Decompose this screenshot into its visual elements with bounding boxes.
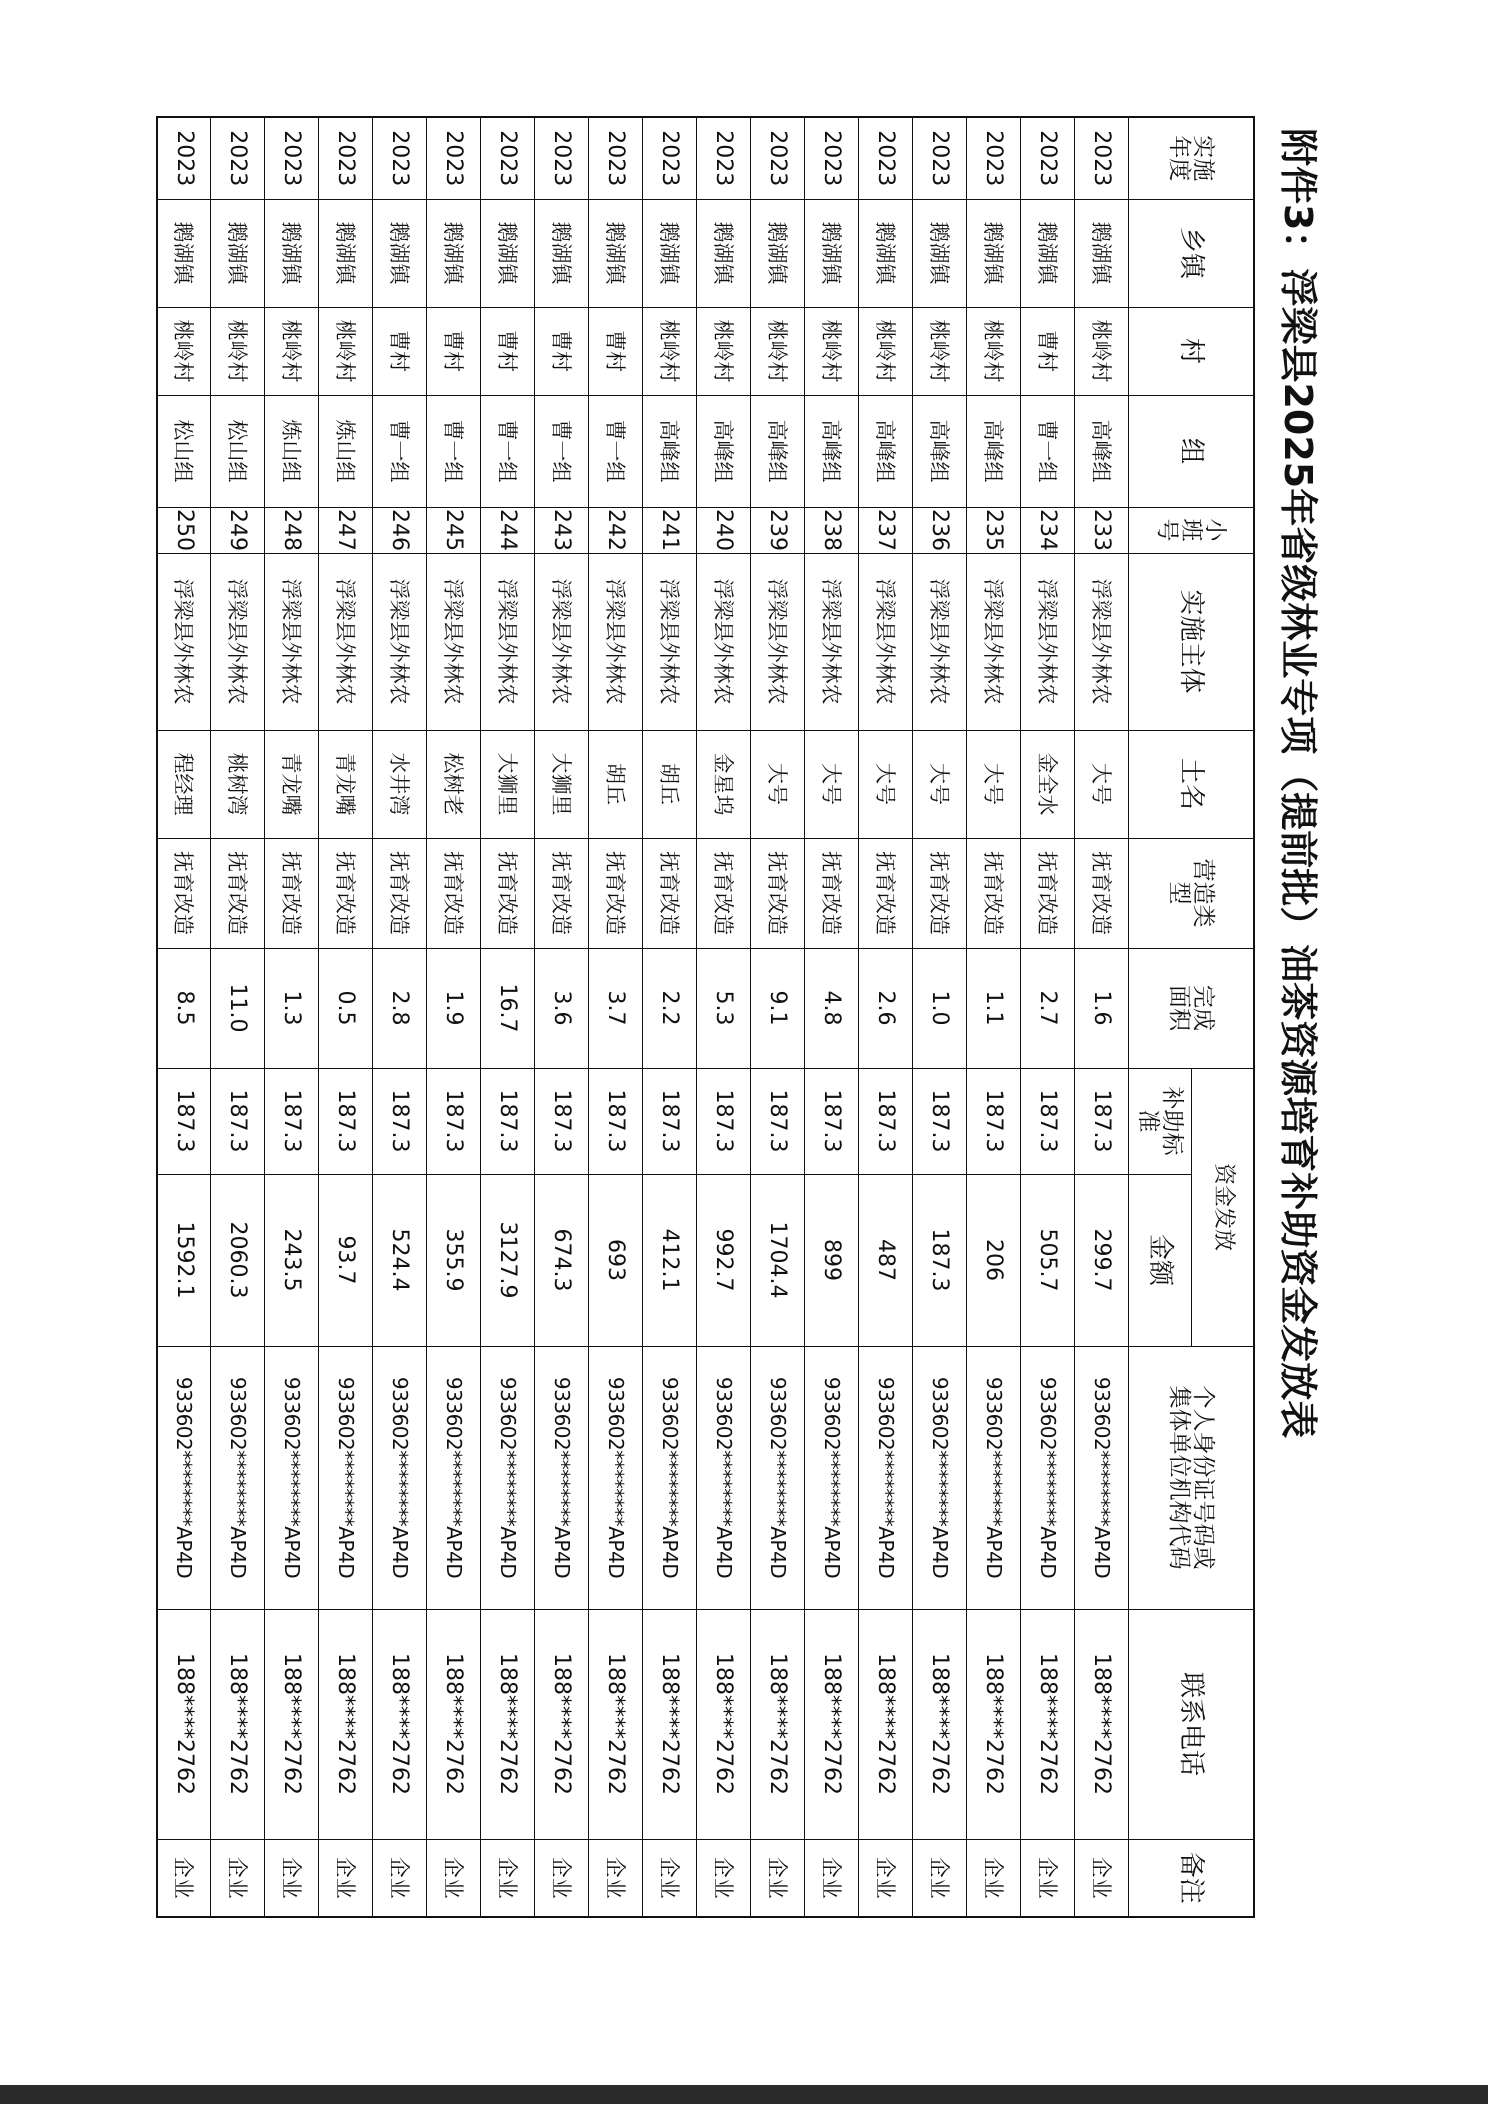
cell-place-name: 桃树湾 [211, 730, 265, 838]
scan-bottom-edge [0, 2085, 1488, 2104]
cell-entity: 浮梁县外林农 [859, 553, 913, 730]
cell-place-name: 大狮里 [535, 730, 589, 838]
cell-amount: 1704.4 [751, 1174, 805, 1346]
cell-area: 1.1 [967, 948, 1021, 1068]
cell-entity: 浮梁县外林农 [1075, 553, 1129, 730]
cell-subsidy-std: 187.3 [967, 1068, 1021, 1174]
cell-remark: 企业 [859, 1839, 913, 1917]
cell-plot-no: 245 [427, 507, 481, 553]
cell-year: 2023 [535, 117, 589, 199]
cell-phone: 188****2762 [967, 1609, 1021, 1839]
cell-subsidy-std: 187.3 [697, 1068, 751, 1174]
cell-place-name: 大号 [859, 730, 913, 838]
cell-amount: 243.5 [265, 1174, 319, 1346]
cell-type: 抚育改造 [427, 838, 481, 948]
cell-remark: 企业 [265, 1839, 319, 1917]
header-town: 乡镇 [1129, 199, 1254, 307]
cell-place-name: 胡丘 [589, 730, 643, 838]
table-row [427, 117, 481, 1917]
cell-remark: 企业 [319, 1839, 373, 1917]
cell-town: 鹅湖镇 [913, 199, 967, 307]
cell-phone: 188****2762 [1075, 1609, 1129, 1839]
cell-type: 抚育改造 [1021, 838, 1075, 948]
cell-year: 2023 [589, 117, 643, 199]
cell-amount: 2060.3 [211, 1174, 265, 1346]
cell-subsidy-std: 187.3 [859, 1068, 913, 1174]
header-type: 营造类 型 [1129, 838, 1254, 948]
cell-id-code: 933602********AP4D [913, 1346, 967, 1609]
cell-plot-no: 249 [211, 507, 265, 553]
cell-amount: 412.1 [643, 1174, 697, 1346]
cell-plot-no: 247 [319, 507, 373, 553]
cell-id-code: 933602********AP4D [373, 1346, 427, 1609]
header-plot-no: 小班 号 [1129, 507, 1254, 553]
cell-phone: 188****2762 [643, 1609, 697, 1839]
rotated-document-sheet [20, 116, 1350, 2086]
cell-group: 曹一组 [373, 395, 427, 507]
cell-phone: 188****2762 [589, 1609, 643, 1839]
cell-entity: 浮梁县外林农 [211, 553, 265, 730]
table-row [373, 117, 427, 1917]
table-row [535, 117, 589, 1917]
cell-place-name: 大号 [751, 730, 805, 838]
cell-id-code: 933602********AP4D [157, 1346, 211, 1609]
cell-town: 鹅湖镇 [319, 199, 373, 307]
cell-id-code: 933602********AP4D [319, 1346, 373, 1609]
cell-plot-no: 240 [697, 507, 751, 553]
cell-remark: 企业 [643, 1839, 697, 1917]
cell-remark: 企业 [805, 1839, 859, 1917]
table-row [751, 117, 805, 1917]
cell-type: 抚育改造 [589, 838, 643, 948]
cell-town: 鹅湖镇 [805, 199, 859, 307]
cell-id-code: 933602********AP4D [427, 1346, 481, 1609]
cell-type: 抚育改造 [751, 838, 805, 948]
cell-place-name: 青龙嘴 [319, 730, 373, 838]
cell-amount: 187.3 [913, 1174, 967, 1346]
cell-entity: 浮梁县外林农 [265, 553, 319, 730]
cell-amount: 299.7 [1075, 1174, 1129, 1346]
cell-remark: 企业 [697, 1839, 751, 1917]
cell-year: 2023 [1021, 117, 1075, 199]
cell-village: 桃岭村 [913, 307, 967, 395]
cell-village: 桃岭村 [967, 307, 1021, 395]
cell-year: 2023 [1075, 117, 1129, 199]
table-row [589, 117, 643, 1917]
cell-place-name: 大号 [913, 730, 967, 838]
cell-village: 桃岭村 [265, 307, 319, 395]
cell-plot-no: 244 [481, 507, 535, 553]
cell-plot-no: 236 [913, 507, 967, 553]
cell-amount: 1592.1 [157, 1174, 211, 1346]
cell-id-code: 933602********AP4D [1021, 1346, 1075, 1609]
cell-phone: 188****2762 [913, 1609, 967, 1839]
cell-area: 1.9 [427, 948, 481, 1068]
cell-plot-no: 233 [1075, 507, 1129, 553]
cell-area: 0.5 [319, 948, 373, 1068]
cell-group: 高峰组 [1075, 395, 1129, 507]
cell-town: 鹅湖镇 [157, 199, 211, 307]
cell-village: 桃岭村 [1075, 307, 1129, 395]
cell-group: 高峰组 [913, 395, 967, 507]
cell-village: 曹村 [373, 307, 427, 395]
cell-entity: 浮梁县外林农 [157, 553, 211, 730]
cell-entity: 浮梁县外林农 [373, 553, 427, 730]
cell-year: 2023 [481, 117, 535, 199]
cell-entity: 浮梁县外林农 [967, 553, 1021, 730]
cell-type: 抚育改造 [805, 838, 859, 948]
cell-plot-no: 235 [967, 507, 1021, 553]
cell-place-name: 胡丘 [643, 730, 697, 838]
cell-id-code: 933602********AP4D [859, 1346, 913, 1609]
table-row [697, 117, 751, 1917]
cell-place-name: 大号 [805, 730, 859, 838]
cell-phone: 188****2762 [481, 1609, 535, 1839]
cell-remark: 企业 [967, 1839, 1021, 1917]
cell-remark: 企业 [751, 1839, 805, 1917]
cell-remark: 企业 [1021, 1839, 1075, 1917]
cell-id-code: 933602********AP4D [805, 1346, 859, 1609]
header-subsidy-std: 补助标 准 [1129, 1068, 1192, 1174]
header-area: 完成 面积 [1129, 948, 1254, 1068]
table-row [913, 117, 967, 1917]
cell-amount: 487 [859, 1174, 913, 1346]
cell-place-name: 大号 [1075, 730, 1129, 838]
cell-phone: 188****2762 [265, 1609, 319, 1839]
cell-group: 曹一组 [427, 395, 481, 507]
header-amount: 金额 [1129, 1174, 1192, 1346]
cell-remark: 企业 [481, 1839, 535, 1917]
header-remark: 备注 [1129, 1839, 1254, 1917]
cell-village: 曹村 [1021, 307, 1075, 395]
cell-type: 抚育改造 [535, 838, 589, 948]
cell-entity: 浮梁县外林农 [535, 553, 589, 730]
cell-year: 2023 [913, 117, 967, 199]
cell-entity: 浮梁县外林农 [589, 553, 643, 730]
cell-type: 抚育改造 [157, 838, 211, 948]
cell-phone: 188****2762 [859, 1609, 913, 1839]
cell-year: 2023 [643, 117, 697, 199]
cell-town: 鹅湖镇 [427, 199, 481, 307]
table-row [481, 117, 535, 1917]
cell-place-name: 水井湾 [373, 730, 427, 838]
cell-town: 鹅湖镇 [481, 199, 535, 307]
cell-phone: 188****2762 [1021, 1609, 1075, 1839]
cell-type: 抚育改造 [1075, 838, 1129, 948]
cell-area: 1.6 [1075, 948, 1129, 1068]
cell-subsidy-std: 187.3 [1021, 1068, 1075, 1174]
cell-town: 鹅湖镇 [643, 199, 697, 307]
cell-group: 松山组 [211, 395, 265, 507]
cell-group: 炼山组 [265, 395, 319, 507]
cell-type: 抚育改造 [967, 838, 1021, 948]
cell-type: 抚育改造 [373, 838, 427, 948]
cell-id-code: 933602********AP4D [697, 1346, 751, 1609]
cell-village: 曹村 [535, 307, 589, 395]
cell-entity: 浮梁县外林农 [697, 553, 751, 730]
cell-entity: 浮梁县外林农 [481, 553, 535, 730]
cell-village: 桃岭村 [157, 307, 211, 395]
cell-subsidy-std: 187.3 [373, 1068, 427, 1174]
cell-phone: 188****2762 [805, 1609, 859, 1839]
cell-year: 2023 [859, 117, 913, 199]
cell-village: 桃岭村 [805, 307, 859, 395]
cell-subsidy-std: 187.3 [427, 1068, 481, 1174]
cell-id-code: 933602********AP4D [535, 1346, 589, 1609]
cell-area: 16.7 [481, 948, 535, 1068]
cell-id-code: 933602********AP4D [751, 1346, 805, 1609]
cell-place-name: 程经理 [157, 730, 211, 838]
cell-id-code: 933602********AP4D [481, 1346, 535, 1609]
cell-amount: 93.7 [319, 1174, 373, 1346]
cell-village: 桃岭村 [859, 307, 913, 395]
cell-subsidy-std: 187.3 [589, 1068, 643, 1174]
cell-plot-no: 238 [805, 507, 859, 553]
cell-area: 3.6 [535, 948, 589, 1068]
cell-year: 2023 [373, 117, 427, 199]
cell-group: 曹一组 [589, 395, 643, 507]
cell-phone: 188****2762 [157, 1609, 211, 1839]
cell-entity: 浮梁县外林农 [643, 553, 697, 730]
cell-id-code: 933602********AP4D [1075, 1346, 1129, 1609]
cell-place-name: 金全水 [1021, 730, 1075, 838]
cell-town: 鹅湖镇 [967, 199, 1021, 307]
cell-group: 炼山组 [319, 395, 373, 507]
cell-plot-no: 246 [373, 507, 427, 553]
cell-group: 高峰组 [697, 395, 751, 507]
cell-village: 曹村 [427, 307, 481, 395]
cell-plot-no: 243 [535, 507, 589, 553]
cell-place-name: 大号 [967, 730, 1021, 838]
header-place-name: 土名 [1129, 730, 1254, 838]
cell-subsidy-std: 187.3 [1075, 1068, 1129, 1174]
cell-area: 2.2 [643, 948, 697, 1068]
cell-group: 松山组 [157, 395, 211, 507]
cell-entity: 浮梁县外林农 [1021, 553, 1075, 730]
table-row [1021, 117, 1075, 1917]
header-phone: 联系电话 [1129, 1609, 1254, 1839]
cell-amount: 524.4 [373, 1174, 427, 1346]
cell-subsidy-std: 187.3 [481, 1068, 535, 1174]
cell-village: 桃岭村 [319, 307, 373, 395]
document-title: 附件3：浮梁县2025年省级林业专项（提前批）油茶资源培育补助资金发放表 [1276, 128, 1321, 1439]
cell-plot-no: 250 [157, 507, 211, 553]
cell-amount: 899 [805, 1174, 859, 1346]
cell-area: 11.0 [211, 948, 265, 1068]
cell-place-name: 松树老 [427, 730, 481, 838]
cell-phone: 188****2762 [535, 1609, 589, 1839]
cell-remark: 企业 [373, 1839, 427, 1917]
cell-group: 高峰组 [643, 395, 697, 507]
cell-town: 鹅湖镇 [697, 199, 751, 307]
cell-area: 2.6 [859, 948, 913, 1068]
cell-remark: 企业 [157, 1839, 211, 1917]
cell-id-code: 933602********AP4D [265, 1346, 319, 1609]
cell-group: 高峰组 [859, 395, 913, 507]
cell-town: 鹅湖镇 [535, 199, 589, 307]
cell-year: 2023 [427, 117, 481, 199]
cell-subsidy-std: 187.3 [643, 1068, 697, 1174]
cell-town: 鹅湖镇 [751, 199, 805, 307]
table-row [265, 117, 319, 1917]
cell-village: 桃岭村 [211, 307, 265, 395]
cell-group: 高峰组 [967, 395, 1021, 507]
cell-year: 2023 [967, 117, 1021, 199]
header-village: 村 [1129, 307, 1254, 395]
cell-year: 2023 [751, 117, 805, 199]
cell-year: 2023 [211, 117, 265, 199]
cell-area: 9.1 [751, 948, 805, 1068]
cell-remark: 企业 [913, 1839, 967, 1917]
cell-phone: 188****2762 [211, 1609, 265, 1839]
cell-amount: 3127.9 [481, 1174, 535, 1346]
cell-amount: 505.7 [1021, 1174, 1075, 1346]
cell-town: 鹅湖镇 [1075, 199, 1129, 307]
cell-type: 抚育改造 [211, 838, 265, 948]
table-row [967, 117, 1021, 1917]
header-fund-release: 资金发放 [1192, 1068, 1254, 1346]
cell-amount: 355.9 [427, 1174, 481, 1346]
cell-town: 鹅湖镇 [373, 199, 427, 307]
cell-group: 曹一组 [481, 395, 535, 507]
cell-town: 鹅湖镇 [265, 199, 319, 307]
table-row [319, 117, 373, 1917]
cell-subsidy-std: 187.3 [805, 1068, 859, 1174]
cell-amount: 992.7 [697, 1174, 751, 1346]
cell-type: 抚育改造 [859, 838, 913, 948]
cell-plot-no: 234 [1021, 507, 1075, 553]
table-row [643, 117, 697, 1917]
cell-town: 鹅湖镇 [859, 199, 913, 307]
cell-plot-no: 241 [643, 507, 697, 553]
cell-phone: 188****2762 [427, 1609, 481, 1839]
cell-id-code: 933602********AP4D [643, 1346, 697, 1609]
cell-area: 5.3 [697, 948, 751, 1068]
cell-village: 桃岭村 [697, 307, 751, 395]
cell-amount: 674.3 [535, 1174, 589, 1346]
header-id-code: 个人身份证号码或 集体单位机构代码 [1129, 1346, 1254, 1609]
cell-remark: 企业 [1075, 1839, 1129, 1917]
table-row [859, 117, 913, 1917]
cell-group: 高峰组 [805, 395, 859, 507]
cell-place-name: 青龙嘴 [265, 730, 319, 838]
cell-phone: 188****2762 [373, 1609, 427, 1839]
cell-phone: 188****2762 [697, 1609, 751, 1839]
cell-entity: 浮梁县外林农 [427, 553, 481, 730]
cell-phone: 188****2762 [751, 1609, 805, 1839]
cell-type: 抚育改造 [481, 838, 535, 948]
cell-plot-no: 239 [751, 507, 805, 553]
header-entity: 实施主体 [1129, 553, 1254, 730]
table-row [157, 117, 211, 1917]
cell-group: 高峰组 [751, 395, 805, 507]
cell-area: 1.0 [913, 948, 967, 1068]
cell-group: 曹一组 [1021, 395, 1075, 507]
cell-village: 桃岭村 [643, 307, 697, 395]
cell-type: 抚育改造 [913, 838, 967, 948]
cell-town: 鹅湖镇 [589, 199, 643, 307]
table-row [805, 117, 859, 1917]
cell-remark: 企业 [535, 1839, 589, 1917]
cell-year: 2023 [319, 117, 373, 199]
cell-subsidy-std: 187.3 [211, 1068, 265, 1174]
cell-entity: 浮梁县外林农 [805, 553, 859, 730]
cell-group: 曹一组 [535, 395, 589, 507]
cell-year: 2023 [805, 117, 859, 199]
cell-id-code: 933602********AP4D [211, 1346, 265, 1609]
cell-area: 3.7 [589, 948, 643, 1068]
cell-remark: 企业 [589, 1839, 643, 1917]
cell-subsidy-std: 187.3 [319, 1068, 373, 1174]
cell-year: 2023 [697, 117, 751, 199]
cell-village: 曹村 [589, 307, 643, 395]
cell-entity: 浮梁县外林农 [319, 553, 373, 730]
cell-village: 桃岭村 [751, 307, 805, 395]
cell-subsidy-std: 187.3 [913, 1068, 967, 1174]
cell-type: 抚育改造 [697, 838, 751, 948]
cell-area: 2.8 [373, 948, 427, 1068]
cell-plot-no: 242 [589, 507, 643, 553]
cell-subsidy-std: 187.3 [157, 1068, 211, 1174]
cell-plot-no: 237 [859, 507, 913, 553]
cell-place-name: 金星坞 [697, 730, 751, 838]
cell-subsidy-std: 187.3 [535, 1068, 589, 1174]
cell-amount: 693 [589, 1174, 643, 1346]
cell-plot-no: 248 [265, 507, 319, 553]
table-row [1075, 117, 1129, 1917]
cell-remark: 企业 [427, 1839, 481, 1917]
cell-amount: 206 [967, 1174, 1021, 1346]
table-row [211, 117, 265, 1917]
cell-area: 1.3 [265, 948, 319, 1068]
cell-type: 抚育改造 [319, 838, 373, 948]
cell-year: 2023 [265, 117, 319, 199]
cell-subsidy-std: 187.3 [265, 1068, 319, 1174]
cell-type: 抚育改造 [265, 838, 319, 948]
cell-entity: 浮梁县外林农 [913, 553, 967, 730]
cell-phone: 188****2762 [319, 1609, 373, 1839]
cell-town: 鹅湖镇 [211, 199, 265, 307]
cell-town: 鹅湖镇 [1021, 199, 1075, 307]
cell-id-code: 933602********AP4D [589, 1346, 643, 1609]
cell-village: 曹村 [481, 307, 535, 395]
cell-entity: 浮梁县外林农 [751, 553, 805, 730]
cell-year: 2023 [157, 117, 211, 199]
cell-type: 抚育改造 [643, 838, 697, 948]
header-year: 实施 年度 [1129, 117, 1254, 199]
cell-id-code: 933602********AP4D [967, 1346, 1021, 1609]
cell-area: 4.8 [805, 948, 859, 1068]
cell-area: 2.7 [1021, 948, 1075, 1068]
cell-remark: 企业 [211, 1839, 265, 1917]
cell-subsidy-std: 187.3 [751, 1068, 805, 1174]
cell-area: 8.5 [157, 948, 211, 1068]
subsidy-table [156, 116, 1255, 1918]
header-group: 组 [1129, 395, 1254, 507]
cell-place-name: 大狮里 [481, 730, 535, 838]
